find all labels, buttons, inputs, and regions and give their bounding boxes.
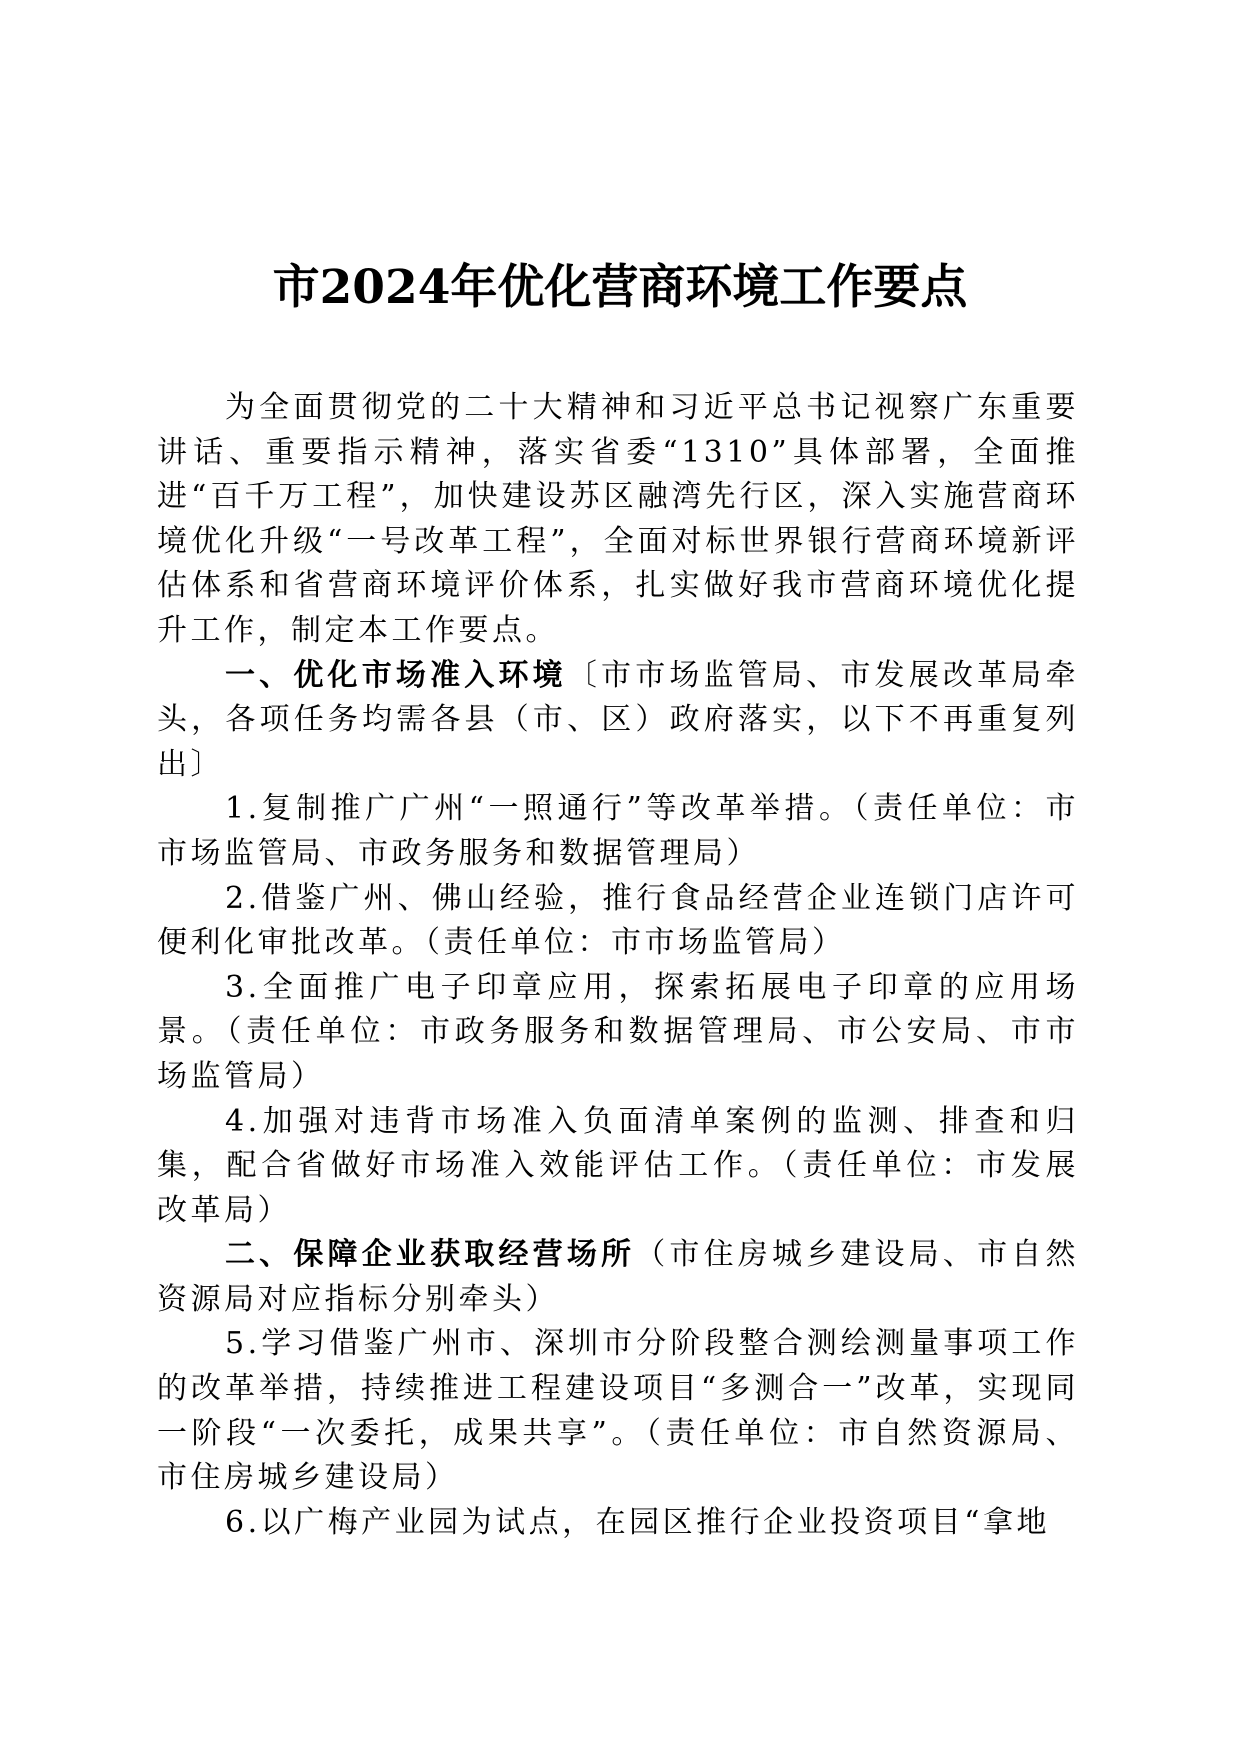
document-body xyxy=(157,386,1079,1545)
item-2: 2.借鉴广州、佛山经验，推行食品经营企业连锁门店许可便利化审批改革。（责任单位：市市场监管局） xyxy=(157,880,1079,961)
item-1: 1.复制推广广州“一照通行”等改革举措。（责任单位：市市场监管局、市政务服务和数据管理局） xyxy=(157,791,1079,871)
item-5: 5.学习借鉴广州市、深圳市分阶段整合测绘测量事项工作的改革举措，持续推进工程建设项目“多测合一”改革，实现同一阶段“一次委托，成果共享”。（责任单位：市自然资源局、市住房城乡建设局） xyxy=(157,1326,1079,1496)
document-title: 市2024年优化营商环境工作要点 xyxy=(272,260,968,315)
section-2-note: （市住房城乡建设局、市自然资源局对应指标分别牵头） xyxy=(157,1237,1079,1317)
section-2-heading: 二、保障企业获取经营场所 xyxy=(225,1237,636,1273)
item-4: 4.加强对违背市场准入负面清单案例的监测、排查和归集，配合省做好市场准入效能评估工作。（责任单位：市发展改革局） xyxy=(157,1103,1079,1228)
section-2-paragraph xyxy=(157,1233,1079,1322)
item-3: 3.全面推广电子印章应用，探索拓展电子印章的应用场景。（责任单位：市政务服务和数据管理局、市公安局、市市场监管局） xyxy=(157,969,1079,1094)
intro-paragraph: 为全面贯彻党的二十大精神和习近平总书记视察广东重要讲话、重要指示精神，落实省委“1310”具体部署，全面推进“百千万工程”，加快建设苏区融湾先行区，深入实施营商环境优化升级“一号改革工程”，全面对标世界银行营商环境新评估体系和省营商环境评价体系，扎实做好我市营商环境优化提升工作，制定本工作要点。 xyxy=(157,390,1079,648)
section-1-note: 〔市市场监管局、市发展改革局牵头，各项任务均需各县（市、区）政府落实，以下不再重复列出〕 xyxy=(157,657,1079,782)
section-1-heading: 一、优化市场准入环境 xyxy=(225,657,567,693)
section-1-paragraph xyxy=(157,654,1079,788)
item-6: 6.以广梅产业园为试点，在园区推行企业投资项目“拿地 xyxy=(225,1504,1050,1540)
